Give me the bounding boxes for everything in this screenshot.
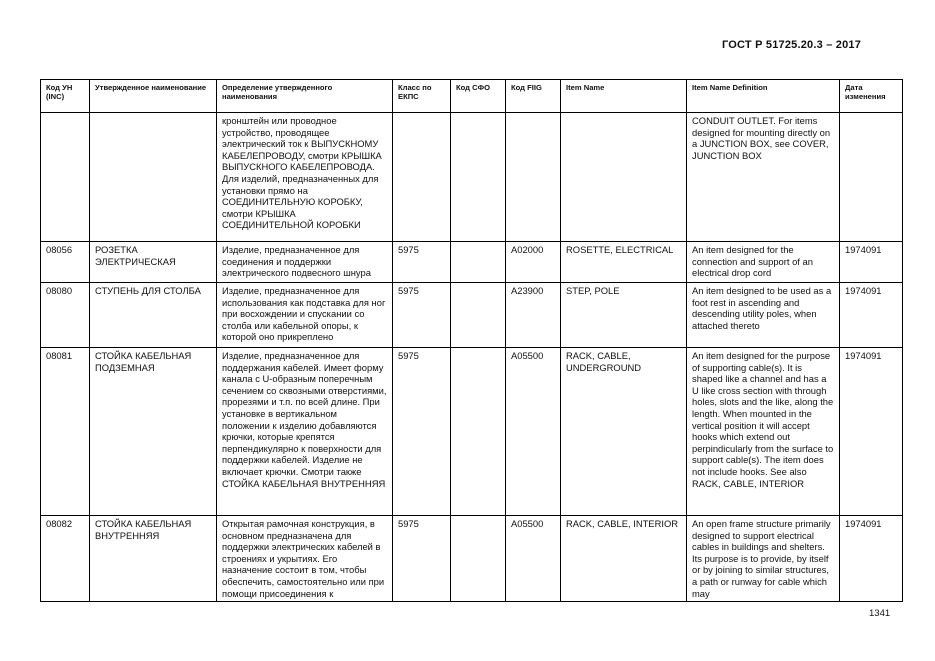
cell-sfo [451,516,506,602]
cell-class [393,113,451,242]
table-row [41,242,903,283]
cell-sfo [451,348,506,516]
column-header-definition-ru: Определение утвержденного наименования [217,80,393,113]
column-header-inc: Код УН (INC) [41,80,90,113]
cell-inc [41,113,90,242]
cell-definition-ru: Изделие, предназначенное для использования как подставка для ног при восхождении и спускании со столба или кабельной опоры, к которой оно прикреплено [217,283,393,348]
cell-fiig: A23900 [506,283,561,348]
cell-item-name: ROSETTE, ELECTRICAL [561,242,687,283]
table-row [41,283,903,348]
cell-definition-ru: Открытая рамочная конструкция, в основном предназначена для поддержки электрических кабелей в строениях и укрытиях. Его назначение состоит в том, чтобы обеспечить, самостоятельно или при помощи присоединения к [217,516,393,602]
cell-date: 1974091 [840,283,903,348]
cell-sfo [451,283,506,348]
column-header-sfo: Код СФО [451,80,506,113]
column-header-item-name: Item Name [561,80,687,113]
cell-date: 1974091 [840,242,903,283]
cell-date: 1974091 [840,348,903,516]
cell-date: 1974091 [840,516,903,602]
table-row [41,516,903,602]
cell-inc: 08082 [41,516,90,602]
cell-approved-name: СТОЙКА КАБЕЛЬНАЯ ВНУТРЕННЯЯ [90,516,217,602]
nomenclature-table [40,79,903,602]
cell-inc: 08080 [41,283,90,348]
cell-date [840,113,903,242]
cell-inc: 08081 [41,348,90,516]
cell-definition-ru: Изделие, предназначенное для поддержания кабелей. Имеет форму канала с U-образным поперечным сечением со сквозными отверстиями, прорезями и т.п. по всей длине. При установке в вертикальном положении к изделию добавляются крючки, которые крепятся перпендикулярно к поверхности для поддержки кабелей. Изделие не включает крючки. Смотри также СТОЙКА КАБЕЛЬНАЯ ВНУТРЕННЯЯ [217,348,393,516]
column-header-date: Дата изменения [840,80,903,113]
cell-fiig: A05500 [506,348,561,516]
cell-item-definition: An item designed to be used as a foot rest in ascending and descending utility poles, when attached thereto [687,283,840,348]
table-header-row [41,80,903,113]
cell-inc: 08056 [41,242,90,283]
cell-class: 5975 [393,348,451,516]
cell-sfo [451,242,506,283]
column-header-item-definition: Item Name Definition [687,80,840,113]
cell-definition-ru: кронштейн или проводное устройство, проводящее электрический ток к ВЫПУСКНОМУ КАБЕЛЕПРОВОДУ, смотри КРЫШКА ВЫПУСКНОГО КАБЕЛЕПРОВОДА. Для изделий, предназначенных для установки прямо на СОЕДИНИТЕЛЬНУЮ КОРОБКУ, смотри КРЫШКА СОЕДИНИТЕЛЬНОЙ КОРОБКИ [217,113,393,242]
cell-class: 5975 [393,242,451,283]
cell-fiig: A02000 [506,242,561,283]
cell-item-name: RACK, CABLE, UNDERGROUND [561,348,687,516]
cell-approved-name [90,113,217,242]
page-number: 1341 [869,608,891,619]
cell-item-name: RACK, CABLE, INTERIOR [561,516,687,602]
cell-approved-name: РОЗЕТКА ЭЛЕКТРИЧЕСКАЯ [90,242,217,283]
cell-approved-name: СТОЙКА КАБЕЛЬНАЯ ПОДЗЕМНАЯ [90,348,217,516]
table-row [41,113,903,242]
cell-item-name [561,113,687,242]
column-header-fiig: Код FIIG [506,80,561,113]
column-header-class: Класс по ЕКПС [393,80,451,113]
cell-class: 5975 [393,516,451,602]
column-header-approved-name: Утвержденное наименование [90,80,217,113]
cell-item-definition: CONDUIT OUTLET. For items designed for mounting directly on a JUNCTION BOX, see COVER, JUNCTION BOX [687,113,840,242]
cell-class: 5975 [393,283,451,348]
document-code: ГОСТ Р 51725.20.3 – 2017 [722,39,862,51]
cell-sfo [451,113,506,242]
cell-approved-name: СТУПЕНЬ ДЛЯ СТОЛБА [90,283,217,348]
cell-item-definition: An item designed for the connection and support of an electrical drop cord [687,242,840,283]
cell-item-name: STEP, POLE [561,283,687,348]
table-row [41,348,903,516]
cell-fiig: A05500 [506,516,561,602]
cell-item-definition: An open frame structure primarily designed to support electrical cables in buildings and shelters. Its purpose is to provide, by itself or by joining to similar structures, a path or runway for cable which may [687,516,840,602]
cell-item-definition: An item designed for the purpose of supporting cable(s). It is shaped like a channel and has a U like cross section with through holes, slots and the like, along the length. When mounted in the vertical position it will accept hooks which extend out perpindicularly from the surface to support cable(s). The item does not include hooks. See also RACK, CABLE, INTERIOR [687,348,840,516]
cell-definition-ru: Изделие, предназначенное для соединения и поддержки электрического подвесного шнура [217,242,393,283]
cell-fiig [506,113,561,242]
